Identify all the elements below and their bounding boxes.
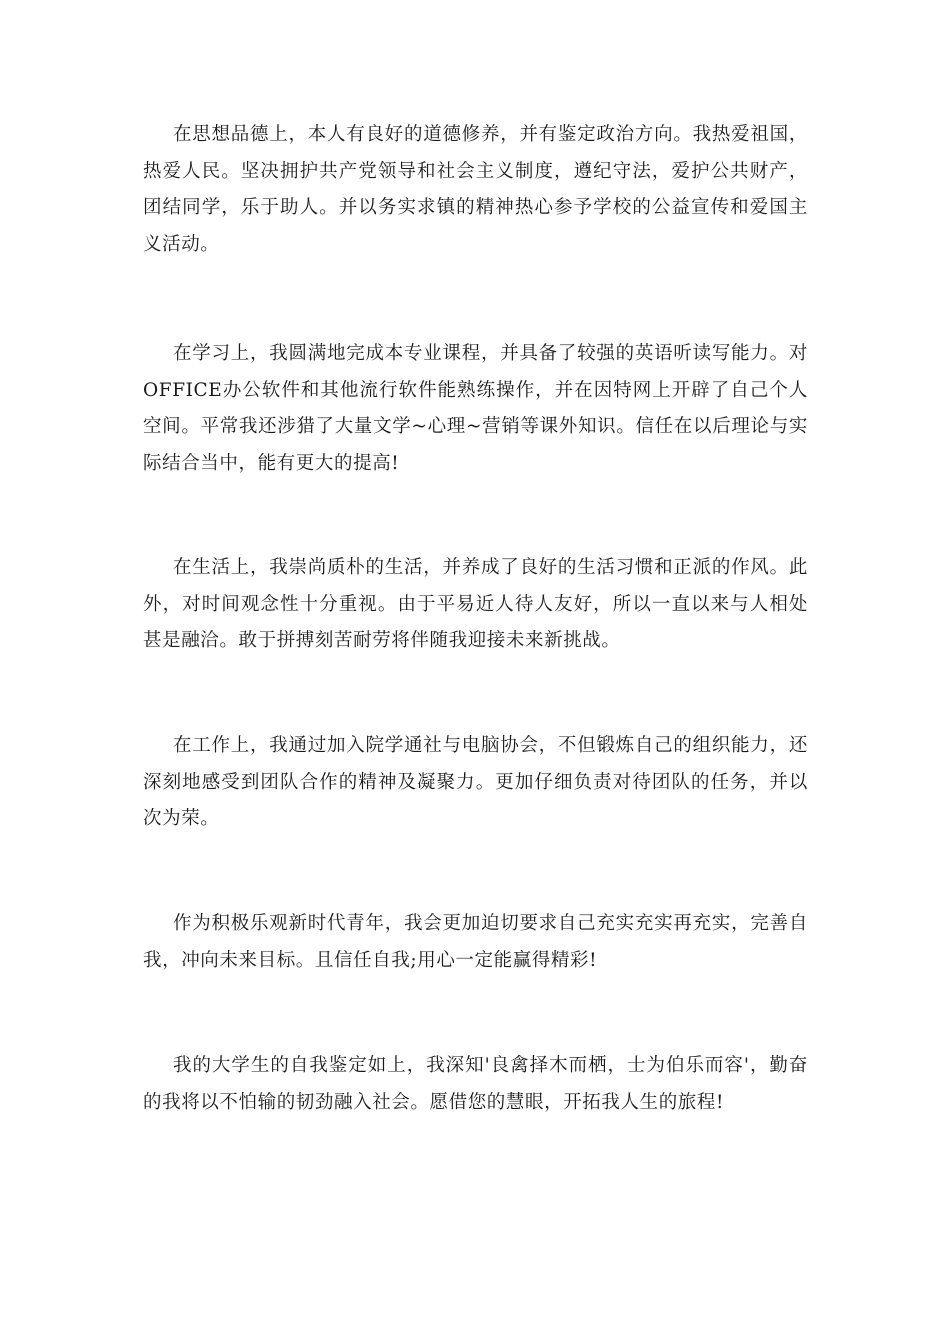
paragraph-study: 在学习上，我圆满地完成本专业课程，并具备了较强的英语听读写能力。对OFFICE办公软件和其他流行软件能熟练操作，并在因特网上开辟了自己个人空间。平常我还涉猎了大量文学~心理~营销等课外知识。信任在以后理论与实际结合当中，能有更大的提高! — [143, 343, 808, 474]
paragraph-outlook: 作为积极乐观新时代青年，我会更加迫切要求自己充实充实再充实，完善自我，冲向未来目标。且信任自我;用心一定能赢得精彩! — [143, 913, 808, 971]
paragraph-work: 在工作上，我通过加入院学通社与电脑协会，不但锻炼自己的组织能力，还深刻地感受到团队合作的精神及凝聚力。更加仔细负责对待团队的任务，并以次为荣。 — [143, 735, 808, 829]
paragraph-life: 在生活上，我崇尚质朴的生活，并养成了良好的生活习惯和正派的作风。此外，对时间观念性十分重视。由于平易近人待人友好，所以一直以来与人相处甚是融洽。敢于拼搏刻苦耐劳将伴随我迎接未来新挑战。 — [143, 557, 808, 651]
paragraph-conclusion: 我的大学生的自我鉴定如上，我深知'良禽择木而栖，士为伯乐而容'，勤奋的我将以不怕输的韧劲融入社会。愿借您的慧眼，开拓我人生的旅程! — [143, 1055, 808, 1113]
paragraph-ideology: 在思想品德上，本人有良好的道德修养，并有鉴定政治方向。我热爱祖国，热爱人民。坚决拥护共产党领导和社会主义制度，遵纪守法，爱护公共财产，团结同学，乐于助人。并以务实求镇的精神热心参予学校的公益宣传和爱国主义活动。 — [143, 124, 808, 255]
